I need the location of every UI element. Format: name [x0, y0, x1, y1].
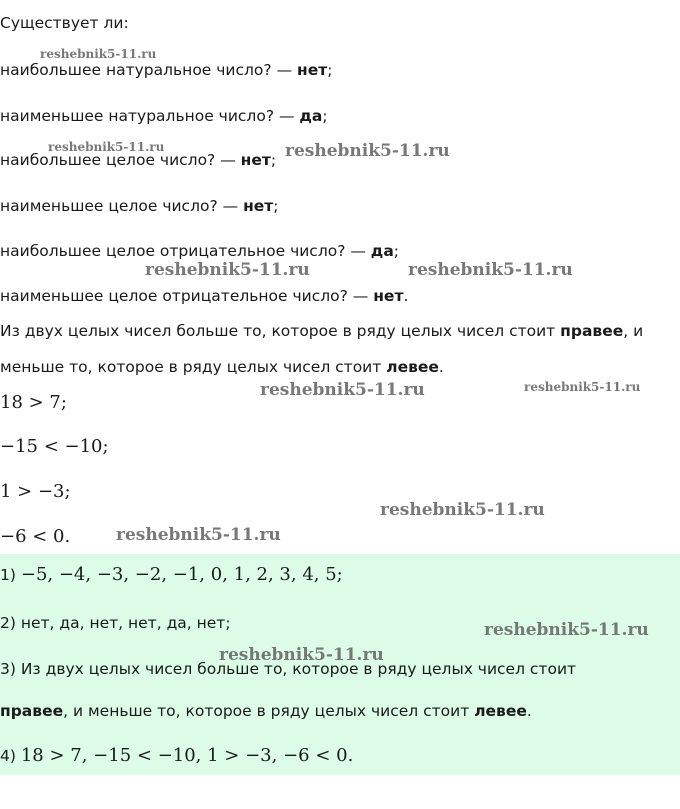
question-item: наибольшее целое число? — нет; [0, 151, 277, 169]
watermark: reshebnik5-11.ru [484, 620, 649, 640]
comparison: −15 < −10; [0, 436, 109, 457]
watermark: reshebnik5-11.ru [260, 380, 425, 400]
question-item: наибольшее целое отрицательное число? — да; [0, 242, 400, 260]
answer-1: 1) −5, −4, −3, −2, −1, 0, 1, 2, 3, 4, 5; [0, 564, 343, 585]
watermark: reshebnik5-11.ru [40, 47, 157, 61]
watermark: reshebnik5-11.ru [145, 260, 310, 280]
watermark: reshebnik5-11.ru [219, 645, 384, 665]
answer-3-line1: 3) Из двух целых чисел больше то, которое в ряду целых чисел стоит [0, 660, 577, 678]
watermark: reshebnik5-11.ru [380, 500, 545, 520]
watermark: reshebnik5-11.ru [285, 141, 450, 161]
watermark: reshebnik5-11.ru [524, 380, 641, 394]
watermark: reshebnik5-11.ru [408, 260, 573, 280]
comparison: 18 > 7; [0, 392, 67, 413]
answer-2: 2) нет, да, нет, нет, да, нет; [0, 614, 231, 632]
rule-line: меньше то, которое в ряду целых чисел стоит левее. [0, 358, 444, 376]
answer-3-line2: правее, и меньше то, которое в ряду целых чисел стоит левее. [0, 702, 532, 720]
watermark: reshebnik5-11.ru [116, 525, 281, 545]
question-item: наименьшее целое отрицательное число? — нет. [0, 287, 409, 305]
comparison: 1 > −3; [0, 481, 71, 502]
watermark: reshebnik5-11.ru [48, 140, 165, 154]
answer-4: 4) 18 > 7, −15 < −10, 1 > −3, −6 < 0. [0, 745, 354, 766]
question-item: наибольшее натуральное число? — нет; [0, 61, 333, 79]
intro-line: Существует ли: [0, 14, 129, 32]
question-item: наименьшее целое число? — нет; [0, 197, 279, 215]
comparison: −6 < 0. [0, 526, 71, 547]
rule-line: Из двух целых чисел больше то, которое в ряду целых чисел стоит правее, и [0, 322, 644, 340]
question-item: наименьшее натуральное число? — да; [0, 107, 328, 125]
